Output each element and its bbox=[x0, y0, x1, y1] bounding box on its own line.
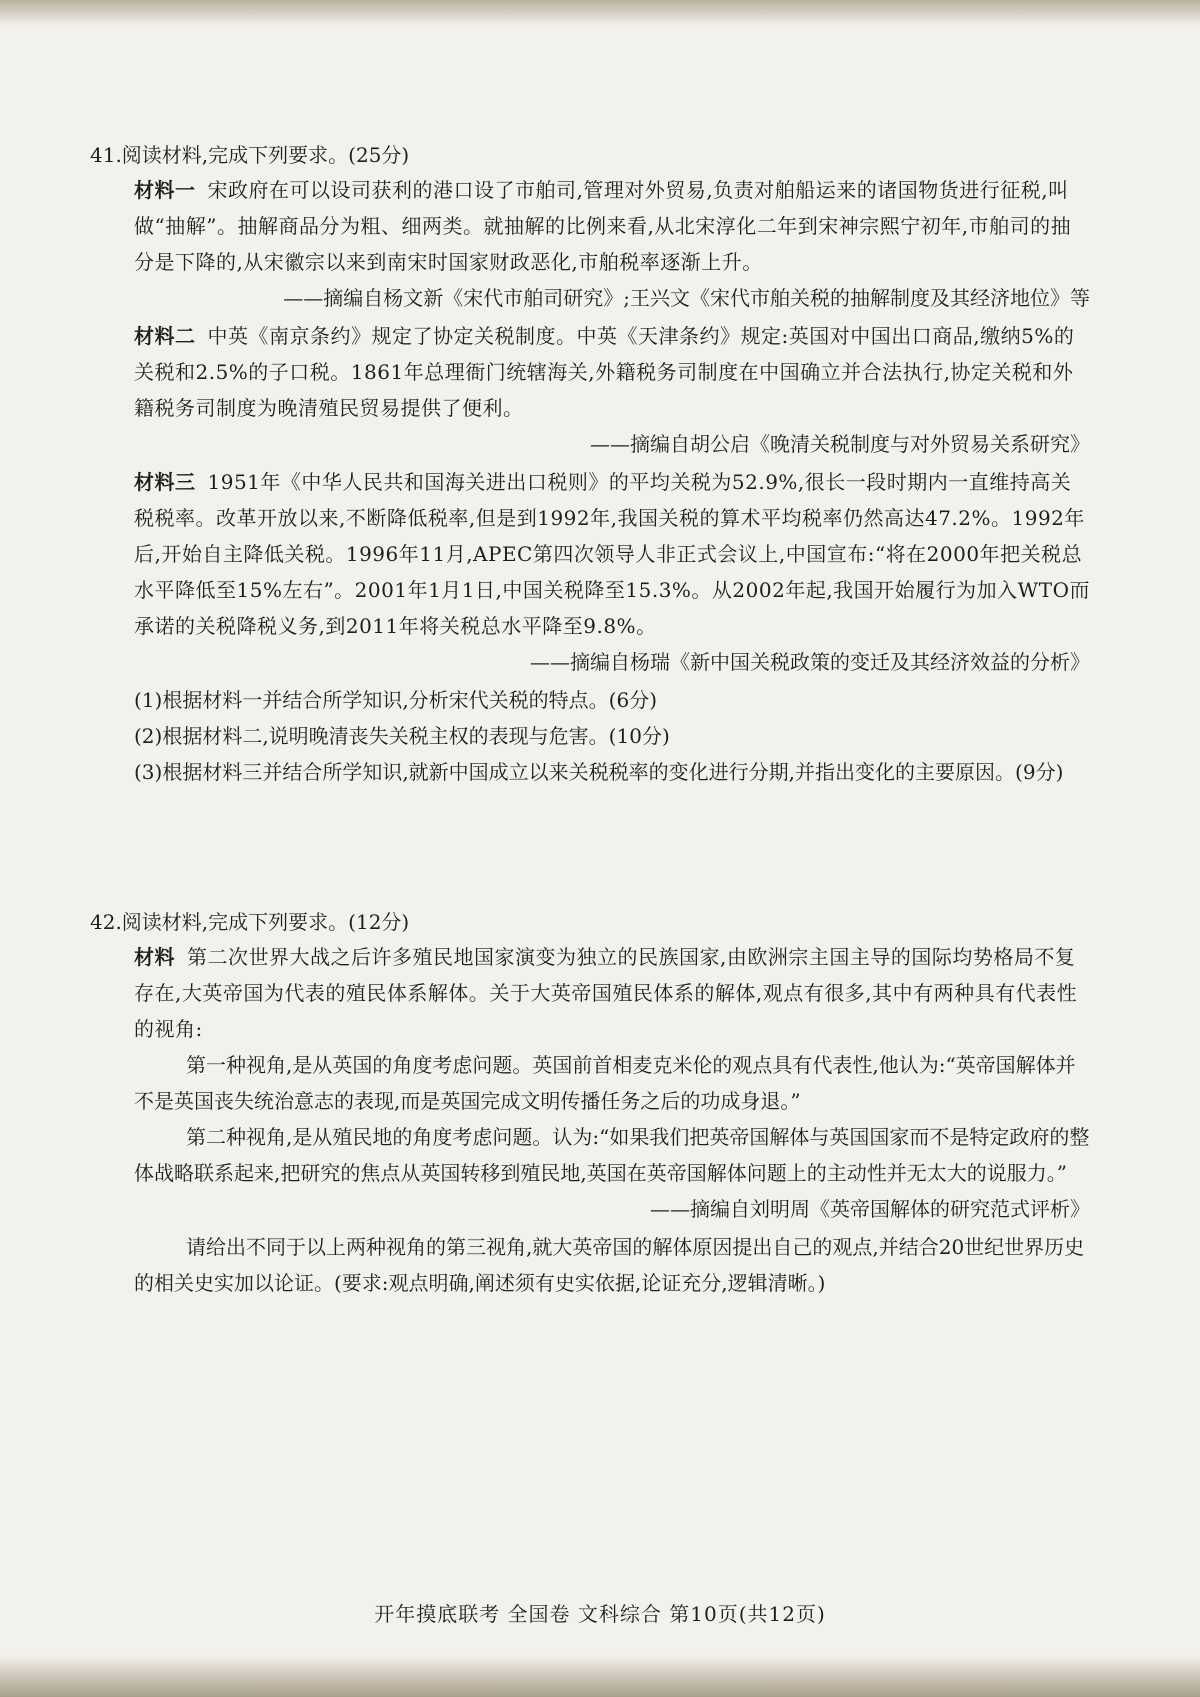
view-2: 第二种视角,是从殖民地的角度考虑问题。认为:“如果我们把英帝国解体与英国国家而不是特定政府的整体战略联系起来,把研究的焦点从英国转移到殖民地,英国在英帝国解体问题上的主动性并无太大的说服力。” bbox=[134, 1125, 1090, 1185]
material-2-label: 材料二 bbox=[134, 324, 196, 348]
material-2 bbox=[134, 318, 1090, 426]
question-42-header: 42.阅读材料,完成下列要求。(12分) bbox=[90, 910, 410, 934]
material-3-source: ——摘编自杨瑞《新中国关税政策的变迁及其经济效益的分析》 bbox=[530, 650, 1090, 674]
material-3-label: 材料三 bbox=[134, 470, 196, 494]
material-42-source: ——摘编自刘明周《英帝国解体的研究范式评析》 bbox=[650, 1197, 1090, 1221]
material-1-text: 宋政府在可以设司获利的港口设了市舶司,管理对外贸易,负责对舶船运来的诸国物货进行征税,叫做“抽解”。抽解商品分为粗、细两类。就抽解的比例来看,从北宋淳化二年到宋神宗熙宁初年,市舶司的抽分是下降的,从宋徽宗以来到南宋时国家财政恶化,市舶税率逐渐上升。 bbox=[134, 178, 1072, 274]
question-41 bbox=[90, 138, 1090, 790]
material-3-text: 1951年《中华人民共和国海关进出口税则》的平均关税为52.9%,很长一段时期内一直维持高关税税率。改革开放以来,不断降低税率,但是到1992年,我国关税的算术平均税率仍然高达47.2%。1992年后,开始自主降低关税。1996年11月,APEC第四次领导人非正式会议上,中国宣布:“将在2000年把关税总水平降低至15%左右”。2001年1月1日,中国关税降至15.3%。从2002年起,我国开始履行为加入WTO而承诺的关税降税义务,到2011年将关税总水平降至9.8%。 bbox=[134, 470, 1090, 638]
material-42 bbox=[134, 939, 1090, 1047]
material-1-label: 材料一 bbox=[134, 178, 196, 202]
page-bottom-edge bbox=[0, 1655, 1200, 1697]
material-3 bbox=[134, 464, 1090, 644]
page-top-shadow bbox=[0, 0, 1200, 26]
question-42-task: 请给出不同于以上两种视角的第三视角,就大英帝国的解体原因提出自己的观点,并结合20世纪世界历史的相关史实加以论证。(要求:观点明确,阐述须有史实依据,论证充分,逻辑清晰。) bbox=[134, 1235, 1085, 1295]
view-1: 第一种视角,是从英国的角度考虑问题。英国前首相麦克米伦的观点具有代表性,他认为:“英帝国解体并不是英国丧失统治意志的表现,而是英国完成文明传播任务之后的功成身退。” bbox=[134, 1053, 1076, 1113]
material-42-label: 材料 bbox=[134, 945, 175, 969]
material-1 bbox=[134, 172, 1090, 280]
question-41-task-3: (3)根据材料三并结合所学知识,就新中国成立以来关税税率的变化进行分期,并指出变化的主要原因。(9分) bbox=[134, 760, 1064, 784]
material-42-text: 第二次世界大战之后许多殖民地国家演变为独立的民族国家,由欧洲宗主国主导的国际均势格局不复存在,大英帝国为代表的殖民体系解体。关于大英帝国殖民体系的解体,观点有很多,其中有两种具有代表性的视角: bbox=[134, 945, 1078, 1041]
question-42 bbox=[90, 905, 1090, 1301]
question-41-task-2: (2)根据材料二,说明晚清丧失关税主权的表现与危害。(10分) bbox=[134, 724, 670, 748]
material-1-source: ——摘编自杨文新《宋代市舶司研究》;王兴文《宋代市舶关税的抽解制度及其经济地位》等 bbox=[283, 286, 1090, 310]
question-41-task-1: (1)根据材料一并结合所学知识,分析宋代关税的特点。(6分) bbox=[134, 688, 658, 712]
material-2-text: 中英《南京条约》规定了协定关税制度。中英《天津条约》规定:英国对中国出口商品,缴纳5%的关税和2.5%的子口税。1861年总理衙门统辖海关,外籍税务司制度在中国确立并合法执行,协定关税和外籍税务司制度为晚清殖民贸易提供了便利。 bbox=[134, 324, 1075, 420]
page-footer: 开年摸底联考 全国卷 文科综合 第10页(共12页) bbox=[374, 1602, 826, 1626]
material-2-source: ——摘编自胡公启《晚清关税制度与对外贸易关系研究》 bbox=[590, 432, 1090, 456]
question-41-header: 41.阅读材料,完成下列要求。(25分) bbox=[90, 143, 410, 167]
